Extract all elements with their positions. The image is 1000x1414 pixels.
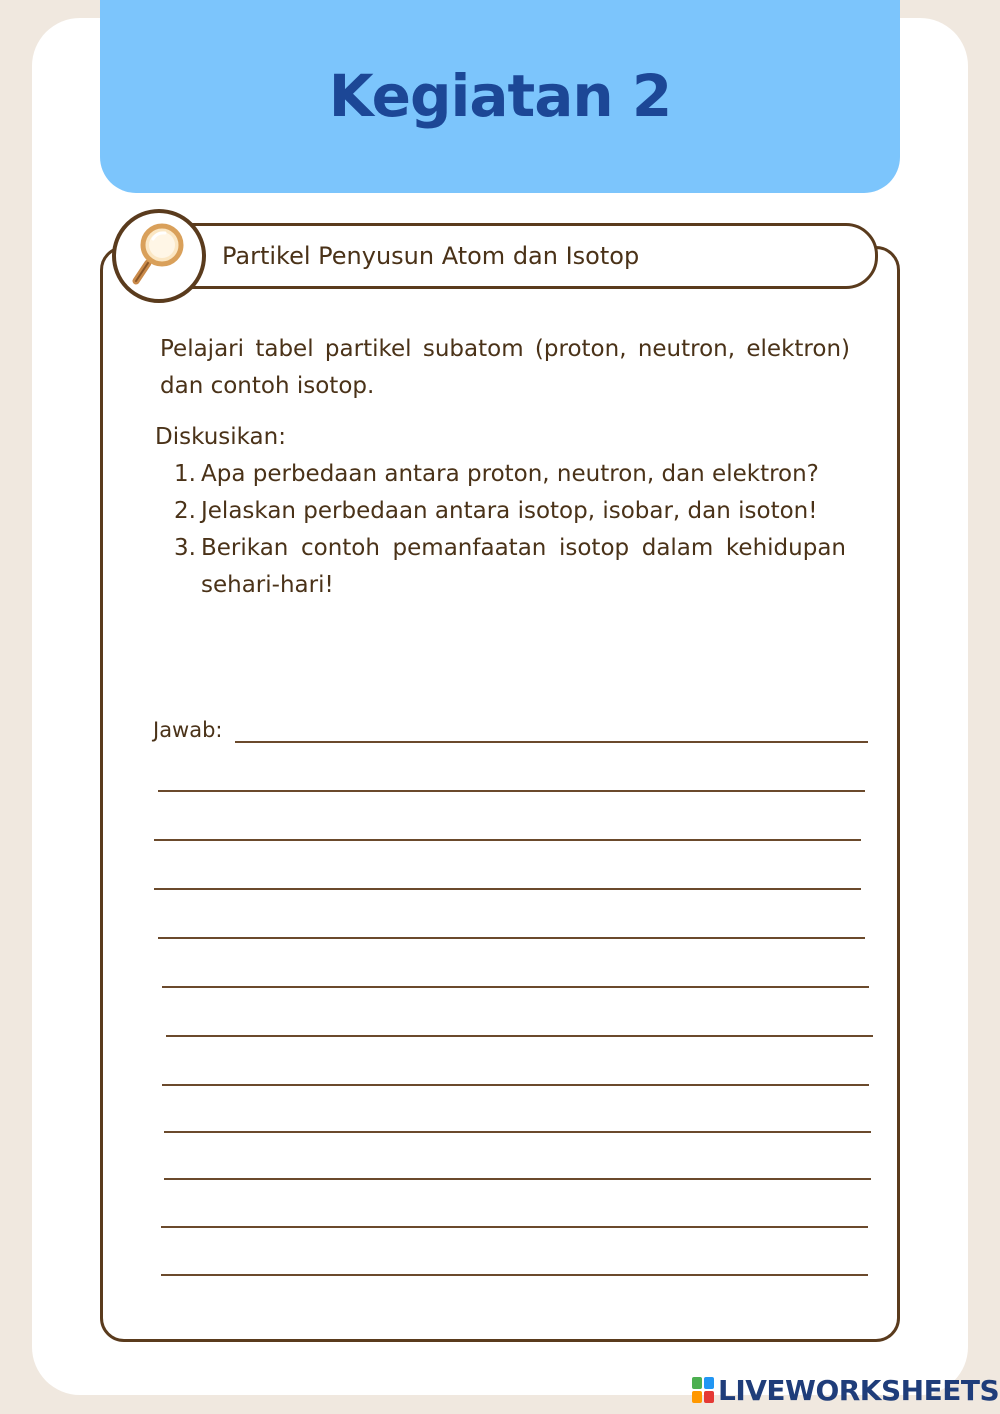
- answer-label: Jawab:: [153, 718, 223, 742]
- answer-line[interactable]: [161, 1274, 868, 1276]
- question-item: [172, 456, 846, 493]
- logo-mark-icon: [692, 1377, 714, 1403]
- question-number: 3.: [174, 535, 196, 561]
- answer-line[interactable]: [154, 839, 861, 841]
- discussion-label: Diskusikan:: [155, 424, 286, 450]
- answer-line[interactable]: [154, 888, 861, 890]
- logo-text: LIVEWORKSHEETS: [718, 1373, 1000, 1407]
- answer-line[interactable]: [166, 1035, 873, 1037]
- magnifying-glass-icon: [112, 209, 206, 303]
- question-text: Apa perbedaan antara proton, neutron, dan elektron?: [201, 461, 819, 487]
- question-number: 1.: [174, 461, 196, 487]
- page-title: Kegiatan 2: [328, 62, 672, 130]
- intro-paragraph: Pelajari tabel partikel subatom (proton, neutron, elektron) dan contoh isotop.: [160, 336, 850, 399]
- answer-line[interactable]: [162, 986, 869, 988]
- question-item: [172, 493, 846, 530]
- answer-line[interactable]: [162, 1084, 869, 1086]
- question-text: Jelaskan perbedaan antara isotop, isobar, dan isoton!: [201, 498, 818, 524]
- answer-line[interactable]: [164, 1178, 871, 1180]
- answer-line[interactable]: [158, 937, 865, 939]
- question-number: 2.: [174, 498, 196, 524]
- answer-line[interactable]: [235, 741, 868, 743]
- activity-header-text: Partikel Penyusun Atom dan Isotop: [222, 242, 640, 270]
- answer-line[interactable]: [161, 1226, 868, 1228]
- answer-line[interactable]: [158, 790, 865, 792]
- question-list: [172, 456, 846, 604]
- question-item: [172, 530, 846, 604]
- liveworksheets-logo: [692, 1371, 999, 1409]
- question-text: Berikan contoh pemanfaatan isotop dalam kehidupan sehari-hari!: [201, 535, 846, 598]
- answer-line[interactable]: [164, 1131, 871, 1133]
